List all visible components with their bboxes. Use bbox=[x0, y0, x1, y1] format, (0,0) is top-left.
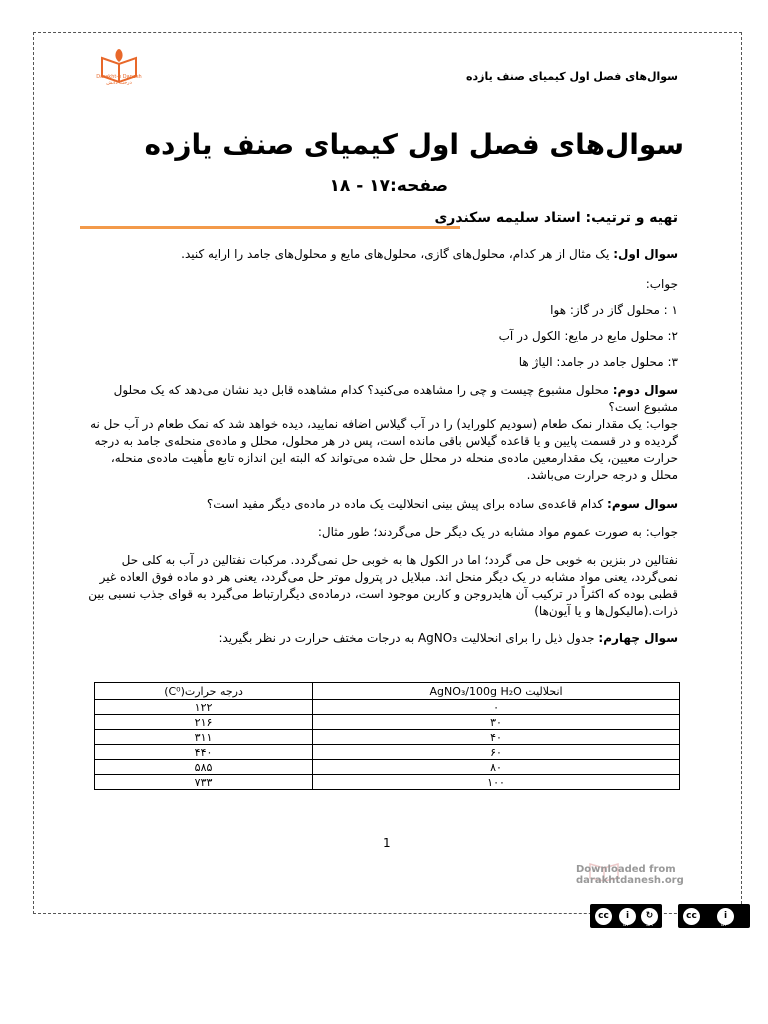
table-cell: ۶۰ bbox=[313, 745, 680, 760]
logo-text: Darakht-e Danesh درخت دانش bbox=[96, 74, 142, 86]
table-header-temperature: درجه حرارت(C⁰) bbox=[95, 683, 313, 700]
table-row bbox=[95, 715, 680, 730]
table-row bbox=[95, 700, 680, 715]
question-4 bbox=[88, 630, 678, 647]
answer-1-line-2: ۲: محلول مایع در مایع: الکول در آب bbox=[498, 329, 678, 343]
page-title: سوال‌های فصل اول کیمیای صنف یازده bbox=[144, 128, 684, 161]
question-2-text: محلول مشبوع چیست و چی را مشاهده می‌کنید؟ کدام مشاهده قابل دید نشان می‌دهد که یک محلول مشبوع است؟ bbox=[113, 383, 678, 414]
page-number: 1 bbox=[383, 836, 391, 850]
author-credit: تهیه و ترتیب: استاد سلیمه سکندری bbox=[434, 210, 678, 226]
question-1 bbox=[78, 246, 678, 263]
cc-by-sa-icon[interactable] bbox=[590, 904, 662, 928]
table-cell: ۸۰ bbox=[313, 760, 680, 775]
table-cell: ۴۴۰ bbox=[95, 745, 313, 760]
by-person-icon: i bbox=[716, 907, 735, 926]
question-3-text: کدام قاعده‌ی ساده برای پیش بینی انحلالیت یک ماده در ماده‌ی دیگر مفید است؟ bbox=[206, 497, 608, 511]
table-row bbox=[95, 775, 680, 790]
cc-by-icon[interactable] bbox=[678, 904, 750, 928]
license-label-sa: SA bbox=[646, 922, 653, 928]
table-cell: ۱۲۲ bbox=[95, 700, 313, 715]
question-4-text: جدول ذیل را برای انحلالیت AgNO₃ به درجات مختف حرارت در نظر بگیرید: bbox=[218, 631, 599, 645]
table-cell: ۰ bbox=[313, 700, 680, 715]
cc-icon: cc bbox=[594, 907, 613, 926]
table-cell: ۴۰ bbox=[313, 730, 680, 745]
question-3-label: سوال سوم: bbox=[607, 497, 678, 511]
license-label-by: BY bbox=[623, 922, 630, 928]
table-cell: ۲۱۶ bbox=[95, 715, 313, 730]
answer-label: جواب: bbox=[645, 277, 678, 291]
answer-2: جواب: یک مقدار نمک طعام (سودیم کلوراید) را در آب گیلاس اضافه نمایید، دیده خواهد شد که نمک طعام در آب حل نه گردیده و در قسمت پایین و یا قاعده گیلاس باقی مانده است، پس در هر محلول، محلل و ماده‌ی منحله‌ی جامد به درجه حرارت معیین، یک مقدارمعین ماده‌ی منحله در محلل حل شده می‌تواند که البته این اندازه تابع مأهیت ماده‌ی منحله، محلل و درجه حرارت می‌باشد. bbox=[90, 417, 678, 482]
table-row bbox=[95, 745, 680, 760]
table-cell: ۳۱۱ bbox=[95, 730, 313, 745]
question-2-label: سوال دوم: bbox=[612, 383, 678, 397]
license-label-by: BY bbox=[721, 922, 728, 928]
share-alike-icon: ↻ bbox=[640, 907, 659, 926]
download-watermark: Downloaded from darakhtdanesh.org bbox=[576, 864, 684, 886]
solubility-table bbox=[94, 682, 680, 790]
table-header-solubility: انحلالیت AgNO₃/100g H₂O bbox=[313, 683, 680, 700]
answer-1-line-1: ۱ : محلول گاز در گاز: هوا bbox=[550, 303, 678, 317]
table-row bbox=[95, 730, 680, 745]
question-1-text: یک مثال از هر کدام، محلول‌های گازی، محلول‌های مایع و محلول‌های جامد را ارایه کنید. bbox=[181, 247, 614, 261]
header-title: سوال‌های فصل اول کیمیای صنف یازده bbox=[466, 70, 678, 83]
cc-icon: cc bbox=[682, 907, 701, 926]
question-2 bbox=[88, 382, 678, 416]
answer-3-intro: جواب: به صورت عموم مواد مشابه در یک دیگر حل می‌گردند؛ طور مثال: bbox=[317, 525, 678, 539]
table-cell: ۱۰۰ bbox=[313, 775, 680, 790]
question-4-label: سوال چهارم: bbox=[598, 631, 678, 645]
table-row bbox=[95, 760, 680, 775]
author-underline bbox=[80, 226, 460, 229]
by-person-icon: i bbox=[618, 907, 637, 926]
table-cell: ۵۸۵ bbox=[95, 760, 313, 775]
question-1-label: سوال اول: bbox=[613, 247, 678, 261]
page-reference: صفحه:۱۷ - ۱۸ bbox=[329, 176, 448, 196]
answer-1-line-3: ۳: محلول جامد در جامد: الیاژ ها bbox=[518, 355, 678, 369]
table-header-row bbox=[95, 683, 680, 700]
table-cell: ۳۰ bbox=[313, 715, 680, 730]
question-3 bbox=[88, 496, 678, 513]
table-cell: ۷۳۳ bbox=[95, 775, 313, 790]
answer-3-body: نفتالین در بنزین به خوبی حل می گردد؛ اما در الکول ها به خوبی حل نمی‌گردد. مرکبات نفتالین در آب به کلی حل نمی‌گردد، یعنی مواد مشابه در یک دیگر منحل اند. مبلایل در پترول موتر حل می‌گردد، یعنی هر دو ماده فوق العاده غیر قطبی بوده که اکثراً در ترکیب آن هایدروجن و کاربن موجود است، درماده‌ی دیگرارتباط می‌گیرد به قوای جذب نسبی بین ذرات.(مالیکول‌ها و یا آیون‌ها) bbox=[88, 553, 678, 618]
